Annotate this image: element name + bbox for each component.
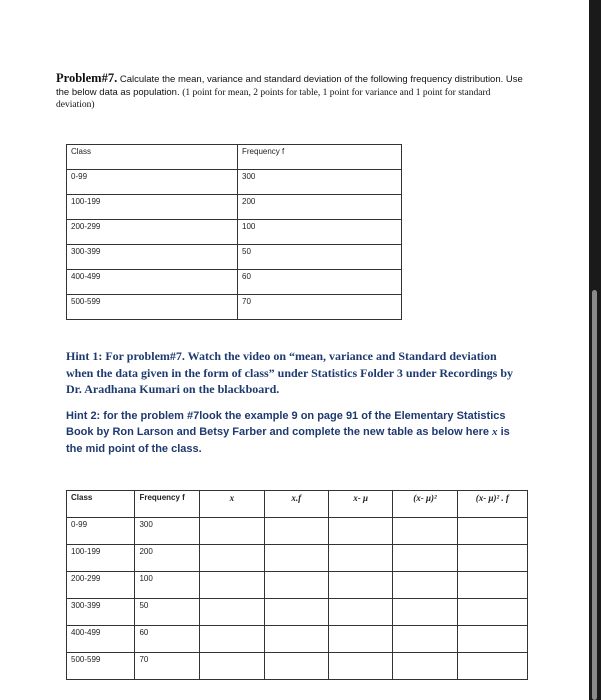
header-frequency: Frequency f (238, 145, 402, 170)
computation-table (66, 490, 528, 680)
hint-2-text-end: is the mid point of the class. (66, 426, 510, 455)
table-row (67, 653, 528, 680)
empty-cell[interactable] (328, 626, 392, 653)
empty-cell[interactable] (200, 653, 264, 680)
frequency-cell: 70 (238, 295, 402, 320)
header-midpoint: x (200, 491, 264, 518)
empty-cell[interactable] (200, 518, 264, 545)
class-cell: 0-99 (67, 518, 135, 545)
header-class: Class (67, 145, 238, 170)
empty-cell[interactable] (264, 518, 328, 545)
table-row (67, 245, 402, 270)
table-row (67, 295, 402, 320)
class-cell: 400-499 (67, 626, 135, 653)
empty-cell[interactable] (328, 599, 392, 626)
table-row (67, 170, 402, 195)
empty-cell[interactable] (200, 599, 264, 626)
empty-cell[interactable] (328, 518, 392, 545)
empty-cell[interactable] (393, 545, 457, 572)
empty-cell[interactable] (328, 653, 392, 680)
empty-cell[interactable] (393, 599, 457, 626)
table-row (67, 626, 528, 653)
table-header-row (67, 145, 402, 170)
hint-2-text: Hint 2: for the problem #7look the example 9 on page 91 of the Elementary Statistics Book by Ron Larson and Betsy Farber and complete the new table as below here (66, 409, 506, 438)
table-row (67, 599, 528, 626)
empty-cell[interactable] (264, 626, 328, 653)
frequency-cell: 60 (135, 626, 200, 653)
hint-2-variable: x (492, 426, 498, 438)
frequency-cell: 200 (238, 195, 402, 220)
empty-cell[interactable] (393, 626, 457, 653)
class-cell: 400-499 (67, 270, 238, 295)
hint-1: Hint 1: For problem#7. Watch the video on “mean, variance and Standard deviation when the data given in the form of class” under Statistics Folder 3 under Recordings by Dr. Aradhana Kumari on the blackboard. (66, 349, 514, 396)
problem-statement (56, 72, 526, 112)
empty-cell[interactable] (264, 653, 328, 680)
empty-cell[interactable] (393, 653, 457, 680)
empty-cell[interactable] (264, 599, 328, 626)
empty-cell[interactable] (457, 653, 527, 680)
class-cell: 300-399 (67, 599, 135, 626)
empty-cell[interactable] (457, 599, 527, 626)
table-header-row (67, 491, 528, 518)
header-x-times-f: x.f (264, 491, 328, 518)
empty-cell[interactable] (264, 545, 328, 572)
class-cell: 100-199 (67, 545, 135, 572)
class-cell: 200-299 (67, 572, 135, 599)
frequency-cell: 60 (238, 270, 402, 295)
frequency-cell: 70 (135, 653, 200, 680)
frequency-cell: 100 (135, 572, 200, 599)
header-frequency: Frequency f (135, 491, 200, 518)
empty-cell[interactable] (200, 626, 264, 653)
class-cell: 500-599 (67, 295, 238, 320)
empty-cell[interactable] (264, 572, 328, 599)
table-row (67, 572, 528, 599)
table-row (67, 270, 402, 295)
class-cell: 100-199 (67, 195, 238, 220)
table-row (67, 220, 402, 245)
empty-cell[interactable] (328, 545, 392, 572)
table-row (67, 195, 402, 220)
header-squared-deviation-times-f: (x- μ)² . f (457, 491, 527, 518)
hints-section (66, 348, 526, 457)
problem-intro: Calculate the mean, variance and standard deviation of the following frequency distribution. Use the below data as population. (56, 74, 523, 98)
header-squared-deviation: (x- μ)² (393, 491, 457, 518)
header-class: Class (67, 491, 135, 518)
table-row (67, 545, 528, 572)
empty-cell[interactable] (393, 572, 457, 599)
problem-points: (1 point for mean, 2 points for table, 1 point for variance and 1 point for standard deviation) (56, 87, 491, 110)
class-cell: 300-399 (67, 245, 238, 270)
frequency-table (66, 144, 402, 320)
empty-cell[interactable] (328, 572, 392, 599)
frequency-cell: 50 (238, 245, 402, 270)
frequency-cell: 100 (238, 220, 402, 245)
class-cell: 200-299 (67, 220, 238, 245)
empty-cell[interactable] (457, 572, 527, 599)
empty-cell[interactable] (393, 518, 457, 545)
hint-2 (66, 408, 526, 458)
class-cell: 500-599 (67, 653, 135, 680)
frequency-cell: 50 (135, 599, 200, 626)
frequency-cell: 200 (135, 545, 200, 572)
frequency-cell: 300 (238, 170, 402, 195)
frequency-cell: 300 (135, 518, 200, 545)
empty-cell[interactable] (200, 572, 264, 599)
header-deviation: x- μ (328, 491, 392, 518)
empty-cell[interactable] (457, 518, 527, 545)
empty-cell[interactable] (457, 545, 527, 572)
empty-cell[interactable] (457, 626, 527, 653)
table-row (67, 518, 528, 545)
class-cell: 0-99 (67, 170, 238, 195)
scrollbar-thumb[interactable] (592, 290, 597, 700)
empty-cell[interactable] (200, 545, 264, 572)
problem-title: Problem#7. (56, 71, 118, 85)
